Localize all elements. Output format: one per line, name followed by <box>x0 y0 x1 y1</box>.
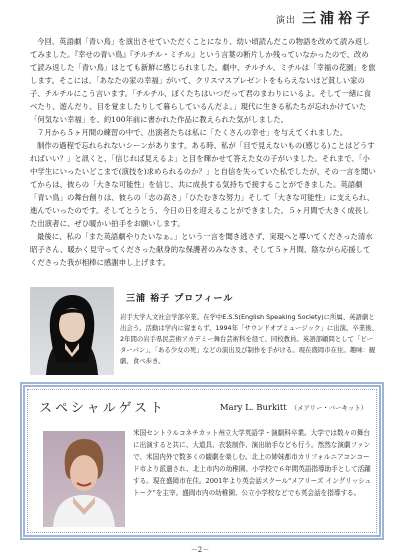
guest-name-latin: Mary L. Burkitt <box>219 403 287 413</box>
message-paragraph: 最後に、私の「また英語劇やりたいなぁ。」という一言を聞き逃さず、実現へと導いてくださった清水昭子さん、暖かく見守ってくださった献身的な保護者のみなさま、そして５ヶ月間、陰ながら応援してくださった我が相棒に感謝申し上げます。 <box>30 232 373 267</box>
guest-section-title: スペシャルゲスト <box>39 401 166 416</box>
guest-description: 米国セントラルコネチカット州立大学英語学・演劇科卒業。大学では数々の舞台に出演すると共に、大道具、衣装制作、演出助手なども行う。然然な演劇ファンで、米国内外で数多くの観劇を楽しむ。北上の姉妹都市カリフォルニアコンコード市より派遣され、北上市内の幼稚園、小学校で６年間英語指導助手として活躍する。現在盛岡市在住。2001年より英会話スクール"メアリーズ イングリッシュ トーク"を主宰。盛岡市内の幼稚園、公立小学校などでも英会話を指導する。 <box>133 429 372 497</box>
message-paragraph: ７月から５ヶ月間の練習の中で、出演者たちは私に「たくさんの幸せ」を与えてくれました。 <box>37 128 348 137</box>
header-role: 演出 <box>275 16 296 26</box>
director-message <box>30 35 376 269</box>
guest-photo <box>43 431 125 527</box>
director-photo <box>30 287 114 375</box>
guest-portrait-image <box>43 431 125 527</box>
message-paragraph: 制作の過程で忘れられないシーンがあります。ある時、私が「目で見えないもの(感じる)ことはどうすればいい？」と訊くと、「信じれば見えるよ」と目を輝かせて答えた女の子がいました。それまで、「小中学生にいったいどこまで(演技を)求められるのか？」と自信を失っていた私でしたが、その一言を聞いてからは、彼らの「大きな可能性」を信じ、共に成長する気持ちで接することができました。英語劇「青い鳥」の舞台創りは、彼らの「志の高さ」「ひたむきな努力」そして「大きな可能性」に支えられ、進んでいったのです。そしてとうとう、今日の日を迎えることができました。５ヶ月間で大きく成長した出演者に、ぜひ暖かい拍手をお願いします。 <box>30 141 376 228</box>
profile-description: 岩手大学人文社会学部卒業。在学中E.S.S(English Speaking Society)に所属、英語劇と出会う。活動は学内に留まらず、1994年「サウンドオブミュージック」に出演。卒業後、2年間の岩手県民芸術アカデミー舞台芸術科を経て、同校教員。英語部顧問として「ピーターパン」、「ある少女の死」などの演出及び制作を手がける。現在盛岡市在住。趣味：観劇、食べ歩き。 <box>120 313 378 365</box>
header-director-name: 三浦裕子 <box>302 11 374 27</box>
page-header <box>276 8 374 28</box>
page-number: －2－ <box>190 546 210 554</box>
guest-name <box>220 403 367 413</box>
message-paragraph: 今回、英語劇「青い鳥」を演出させていただくことになり、幼い頃読んだこの物語を改めて読み返してみました。『幸せの青い鳥』『チルチル・ミチル』という言葉の断片しか残っていなかったので、改めて読み返した「青い鳥」はとても新鮮に感じられました。劇中、チルチル、ミチルは「幸福の花園」を旅します。そこには、「あなたの家の幸福」がいて、クリスマスプレゼントをもらえないほど貧しい家の子、チルチルにこう言います。「チルチル、ぼくたちはいつだって君のまわりにいるよ。そして一緒に食べたり、遊んだり、目を覚ましたりして暮らしているんだよ。」現代に生きる私たちが忘れかけていた「何気ない幸福」を、約100年前に書かれた作品に教えられた気がしました。 <box>30 37 376 124</box>
profile-heading: 三浦 裕子 プロフィール <box>126 294 234 304</box>
guest-name-reading: （メアリー・バーキット） <box>290 404 367 412</box>
special-guest-box <box>20 382 384 540</box>
director-portrait-image <box>30 287 114 375</box>
